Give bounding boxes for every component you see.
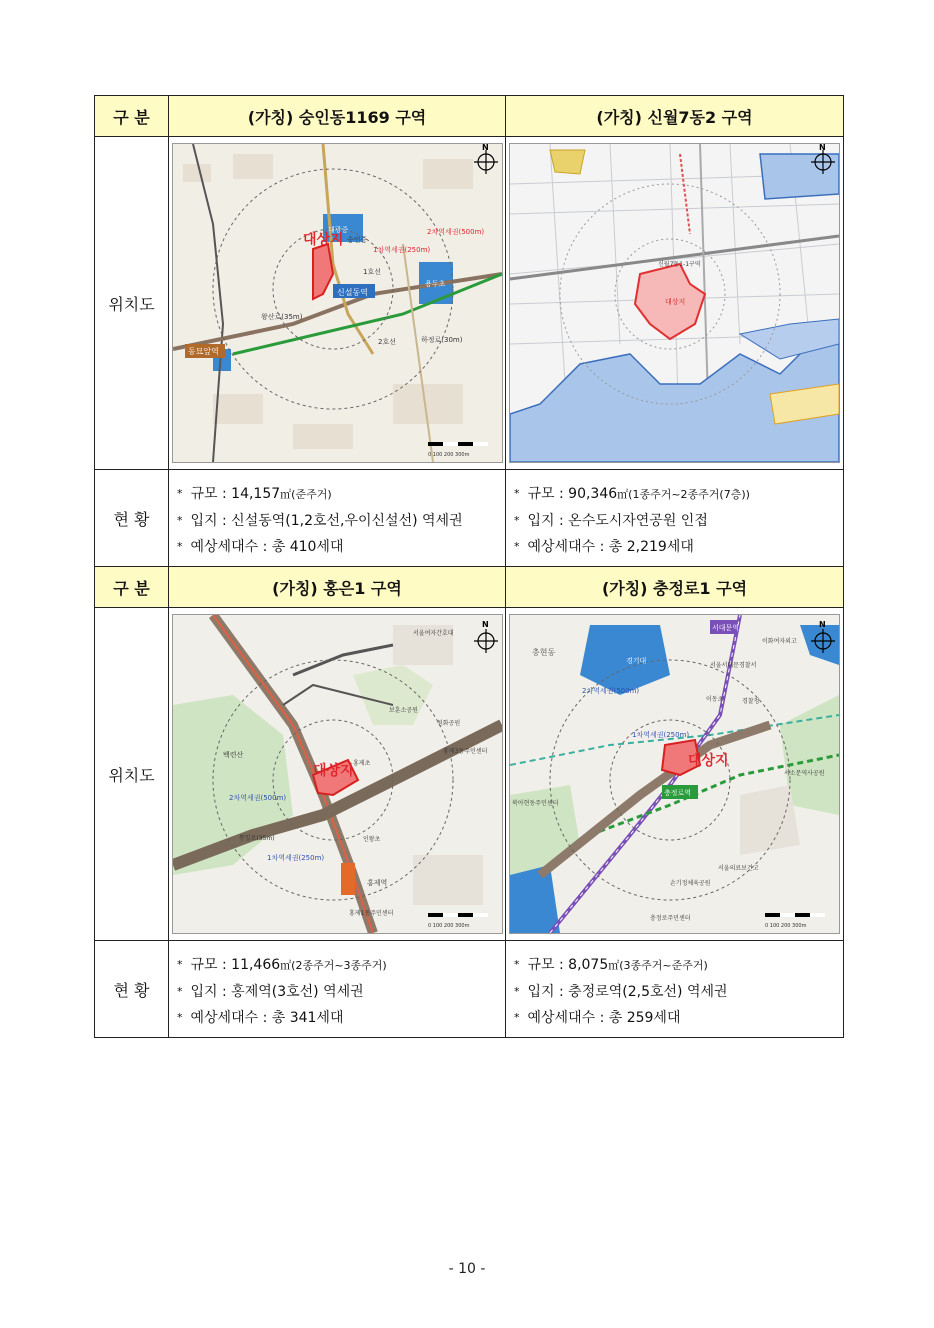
map1-park-label: 대광중 (327, 226, 348, 234)
map3-ring2-label: 2차역세권(500m) (228, 794, 286, 802)
header-division: 구 분 (95, 96, 169, 137)
status-households: * 예상세대수 : 총 410세대 (177, 538, 344, 555)
location-map-sungin (172, 143, 503, 463)
map-row-label-2: 위치도 (95, 608, 169, 941)
map4-school1-label: 경기대 (626, 657, 647, 665)
header-area-sungin: (가칭) 숭인동1169 구역 (169, 96, 506, 137)
map-row-label: 위치도 (95, 137, 169, 470)
table-header-row (95, 96, 844, 137)
status-cell-hongeun (169, 941, 506, 1038)
map4-ring2-label: 2차역세권(500m) (582, 687, 640, 695)
svg-text:N: N (819, 143, 826, 152)
map3-park1-label: 보훈소공원 (388, 707, 418, 714)
svg-text:N: N (819, 620, 826, 629)
map4-police1-label: 서울서대문경찰서 (710, 662, 757, 669)
status-households: * 예상세대수 : 총 259세대 (514, 1009, 681, 1026)
status-cell-sungin (169, 470, 506, 567)
svg-text:0 100 200 300m: 0 100 200 300m (427, 923, 469, 929)
svg-text:N: N (481, 143, 489, 152)
status-households: * 예상세대수 : 총 341세대 (177, 1009, 344, 1026)
map2-label1: 신월7동1-1구역 (658, 261, 701, 268)
header-area-hongeun: (가칭) 홍은1 구역 (169, 567, 506, 608)
map2-target-label: 대상지 (665, 298, 686, 306)
header-area-sinwol: (가칭) 신월7동2 구역 (506, 96, 844, 137)
map1-ring1-label: 1차역세권(250m) (372, 246, 430, 254)
map4-school3-label: 이동초 (706, 696, 724, 703)
status-row (95, 470, 844, 567)
status-row-label-2: 현 황 (95, 941, 169, 1038)
status-location: * 입지 : 온수도시자연공원 인접 (514, 512, 708, 529)
status-row-label: 현 황 (95, 470, 169, 567)
map4-hs-label: 서울의료보건고 (718, 865, 759, 872)
map-cell-chungjeongro (506, 608, 844, 941)
map3-target-label: 대상지 (312, 763, 354, 779)
status-cell-chungjeongro (506, 941, 844, 1038)
map4-target-label: 대상지 (688, 753, 729, 769)
map1-school-label: 숭인중 (346, 236, 367, 244)
area-table (94, 95, 844, 1038)
status-location: * 입지 : 홍제역(3호선) 역세권 (177, 983, 364, 1000)
location-map-chungjeongro (509, 614, 840, 934)
map3-center1-label: 홍제1동주민센터 (348, 910, 393, 917)
map3-ped-label: 인왕초 (362, 836, 380, 843)
map1-station2-label: 동묘앞역 (187, 347, 219, 356)
map4-center1-label: 북아현동주민센터 (512, 800, 559, 807)
map4-pk-label: 손기정체육공원 (670, 880, 711, 887)
map3-school1-label: 서울여자간호대 (412, 630, 454, 637)
map3-park2-label: 원화공원 (436, 720, 460, 727)
map3-school2-label: 홍제초 (352, 760, 370, 767)
map4-station1-label: 서대문역 (712, 624, 740, 632)
map1-station-label: 신설동역 (336, 288, 368, 297)
map1-line1-label: 1호선 (362, 268, 381, 276)
status-scale: * 규모 : 14,157㎡(준주거) (177, 485, 332, 502)
location-map-sinwol (509, 143, 840, 463)
map3-ring1-label: 1차역세권(250m) (266, 854, 324, 862)
map4-park-label: 서소문역사공원 (784, 770, 825, 777)
status-scale: * 규모 : 11,466㎡(2종주거~3종주거) (177, 956, 387, 973)
map1-line2-label: 2호선 (377, 338, 396, 346)
svg-text:0 100 200 300m: 0 100 200 300m (765, 923, 807, 929)
map1-school2-label: 용두초 (424, 280, 445, 288)
map1-target-label: 대상지 (302, 232, 344, 248)
status-row-2 (95, 941, 844, 1038)
map3-mountain-label: 백련산 (222, 751, 243, 759)
map4-ring1-label: 1차역세권(250m) (632, 731, 690, 739)
header-division-2: 구 분 (95, 567, 169, 608)
header-area-chungjeongro: (가칭) 충정로1 구역 (506, 567, 844, 608)
map-row-2 (95, 608, 844, 941)
map4-school2-label: 이화여자외고 (762, 638, 797, 645)
map-cell-hongeun (169, 608, 506, 941)
status-location: * 입지 : 신설동역(1,2호선,우이신설선) 역세권 (177, 512, 463, 529)
status-scale: * 규모 : 90,346㎡(1종주거~2종주거(7층)) (514, 485, 750, 502)
map3-center2-label: 홍제3동주민센터 (442, 748, 487, 755)
map-cell-sungin (169, 137, 506, 470)
status-cell-sinwol (506, 470, 844, 567)
table-header-row-2 (95, 567, 844, 608)
map-cell-sinwol (506, 137, 844, 470)
location-map-hongeun (172, 614, 503, 934)
map4-station2-label: 충정로역 (664, 789, 692, 797)
map-row (95, 137, 844, 470)
map3-station-marker (341, 863, 355, 895)
svg-text:0 100 200 300m: 0 100 200 300m (427, 452, 469, 458)
status-households: * 예상세대수 : 총 2,219세대 (514, 538, 694, 555)
map3-station-label: 홍제역 (366, 879, 387, 887)
map4-center2-label: 충정로주민센터 (650, 915, 691, 922)
map3-road-label: 통일로(35m) (238, 835, 275, 842)
map1-road-label: 왕산로(35m) (260, 313, 302, 321)
map4-area-label: 충현동 (532, 648, 556, 657)
map1-ring2-label: 2차역세권(500m) (426, 228, 484, 236)
map4-police2-label: 경찰청 (742, 698, 760, 705)
svg-text:N: N (481, 620, 489, 629)
status-scale: * 규모 : 8,075㎡(3종주거~준주거) (514, 956, 708, 973)
page-number: - 10 - (448, 1261, 486, 1277)
map1-road2-label: 하정로(30m) (420, 336, 462, 344)
status-location: * 입지 : 충정로역(2,5호선) 역세권 (514, 983, 728, 1000)
